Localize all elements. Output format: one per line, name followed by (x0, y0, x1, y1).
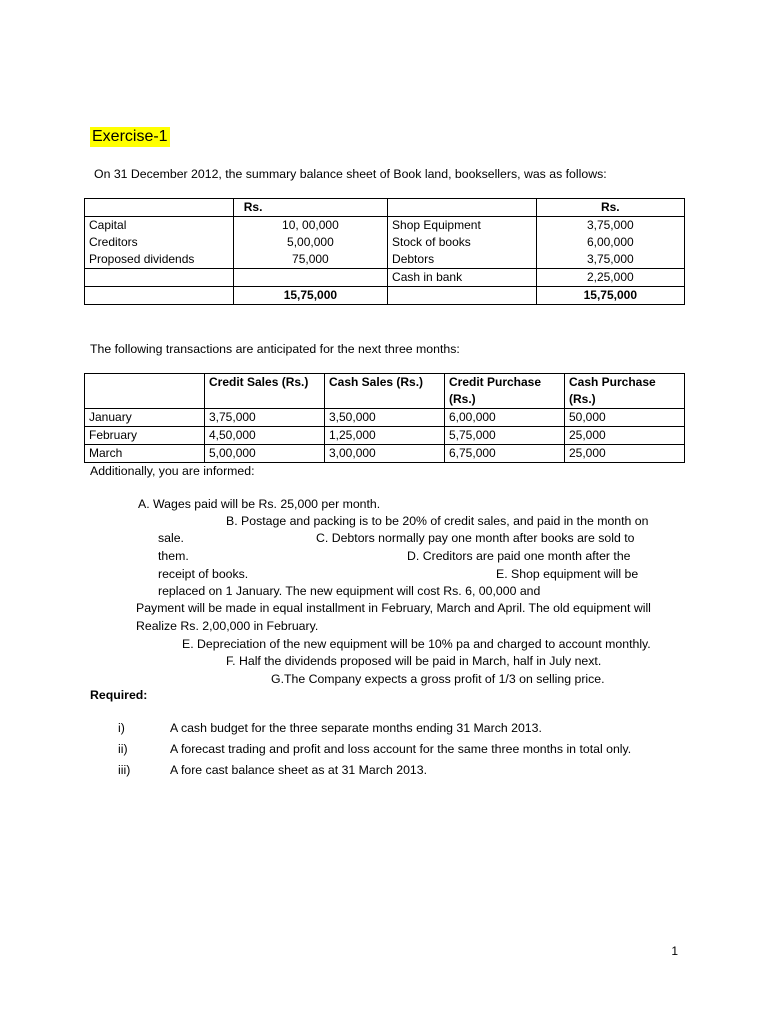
tx-month: February (85, 427, 205, 445)
bs-right-value: 6,00,000 (536, 234, 684, 251)
note-line: G.The Company expects a gross profit of 1/3 on selling price. (271, 672, 605, 686)
bs-right-label: Shop Equipment (388, 217, 537, 235)
tx-credit-sales: 3,75,000 (205, 409, 325, 427)
tx-credit-sales: 5,00,000 (205, 445, 325, 463)
required-text: A forecast trading and profit and loss account for the same three months in total only. (170, 742, 632, 756)
balance-sheet-total-row (85, 287, 685, 305)
tx-cash-sales: 1,25,000 (325, 427, 445, 445)
bs-left-value: 75,000 (233, 251, 387, 269)
note-line: E. Depreciation of the new equipment will be 10% pa and charged to account monthly. (182, 637, 651, 651)
tx-header-cash-purchase-line1: Cash Purchase (569, 375, 656, 389)
note-line: D. Creditors are paid one month after the (407, 549, 631, 563)
bs-left-value (233, 269, 387, 287)
note-line: Realize Rs. 2,00,000 in February. (136, 619, 319, 633)
balance-sheet-header-row (85, 199, 685, 217)
required-text: A cash budget for the three separate months ending 31 March 2013. (170, 721, 542, 735)
transactions-header-row (85, 374, 685, 409)
note-line: B. Postage and packing is to be 20% of credit sales, and paid in the month on (226, 514, 649, 528)
bs-left-label: Capital (85, 217, 234, 235)
table-row (85, 445, 685, 463)
tx-cash-purchase: 25,000 (565, 427, 685, 445)
bs-right-label: Debtors (388, 251, 537, 269)
bs-header-right-rs: Rs. (536, 199, 684, 217)
bs-total-blank-left (85, 287, 234, 305)
required-text: A fore cast balance sheet as at 31 March 2013. (170, 763, 428, 777)
table-row (85, 427, 685, 445)
bs-left-total: 15,75,000 (233, 287, 387, 305)
additional-intro: Additionally, you are informed: (90, 464, 255, 478)
tx-cash-purchase: 50,000 (565, 409, 685, 427)
tx-cash-sales: 3,50,000 (325, 409, 445, 427)
bs-header-left-rs: Rs. (233, 199, 387, 217)
balance-sheet-table (84, 198, 685, 305)
tx-cash-sales: 3,00,000 (325, 445, 445, 463)
bs-right-value: 3,75,000 (536, 251, 684, 269)
bs-left-label: Creditors (85, 234, 234, 251)
note-line: receipt of books. (158, 567, 249, 581)
tx-month: January (85, 409, 205, 427)
tx-credit-purchase: 5,75,000 (445, 427, 565, 445)
bs-right-value: 3,75,000 (536, 217, 684, 235)
bs-header-blank-right (388, 199, 537, 217)
note-line: C. Debtors normally pay one month after books are sold to (316, 531, 635, 545)
bs-header-blank-left (85, 199, 234, 217)
bs-left-value: 5,00,000 (233, 234, 387, 251)
note-line: them. (158, 549, 189, 563)
table-row (85, 217, 685, 235)
bs-right-value: 2,25,000 (536, 269, 684, 287)
tx-header-blank (85, 374, 205, 409)
page-number: 1 (671, 944, 678, 958)
note-line: E. Shop equipment will be (496, 567, 639, 581)
note-line: sale. (158, 531, 184, 545)
bs-right-label: Stock of books (388, 234, 537, 251)
tx-header-credit-sales: Credit Sales (Rs.) (205, 374, 325, 409)
tx-month: March (85, 445, 205, 463)
note-line: replaced on 1 January. The new equipment will cost Rs. 6, 00,000 and (158, 584, 541, 598)
tx-credit-sales: 4,50,000 (205, 427, 325, 445)
exercise-title: Exercise-1 (92, 128, 168, 145)
tx-header-cash-sales: Cash Sales (Rs.) (325, 374, 445, 409)
tx-header-credit-purchase-line1: Credit Purchase (449, 375, 542, 389)
tx-header-cash-purchase-line2: (Rs.) (569, 392, 596, 406)
note-line: A. Wages paid will be Rs. 25,000 per month. (138, 497, 381, 511)
table-row (85, 269, 685, 287)
tx-header-credit-purchase-line2: (Rs.) (449, 392, 476, 406)
required-num: i) (118, 721, 125, 735)
required-num: ii) (118, 742, 128, 756)
tx-credit-purchase: 6,75,000 (445, 445, 565, 463)
bs-left-label (85, 269, 234, 287)
bs-left-label: Proposed dividends (85, 251, 234, 269)
table-row (85, 409, 685, 427)
tx-header-credit-purchase (445, 374, 565, 409)
note-line: Payment will be made in equal installment in February, March and April. The old equipment will (136, 601, 651, 615)
tx-credit-purchase: 6,00,000 (445, 409, 565, 427)
required-heading: Required: (90, 688, 148, 702)
note-line: F. Half the dividends proposed will be paid in March, half in July next. (226, 654, 602, 668)
bs-right-total: 15,75,000 (536, 287, 684, 305)
required-num: iii) (118, 763, 131, 777)
tx-cash-purchase: 25,000 (565, 445, 685, 463)
table-row (85, 234, 685, 251)
intro-text: On 31 December 2012, the summary balance sheet of Book land, booksellers, was as follows: (94, 167, 607, 181)
tx-header-cash-purchase (565, 374, 685, 409)
transactions-table (84, 373, 685, 463)
bs-right-label: Cash in bank (388, 269, 537, 287)
bs-left-value: 10, 00,000 (233, 217, 387, 235)
transactions-intro: The following transactions are anticipated for the next three months: (90, 342, 460, 356)
bs-total-blank-right (388, 287, 537, 305)
table-row (85, 251, 685, 269)
